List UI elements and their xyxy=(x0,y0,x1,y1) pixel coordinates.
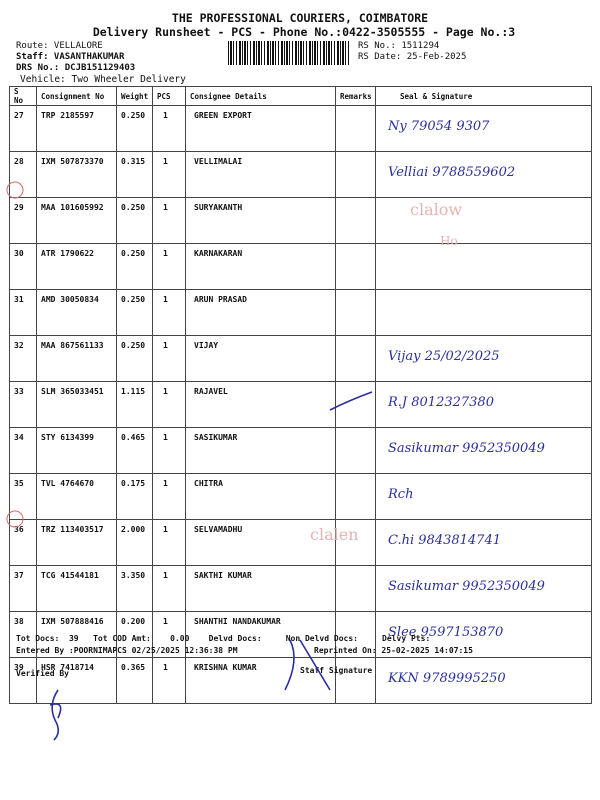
verifier-signature-scribble xyxy=(50,690,61,740)
stamp-mark: clalen xyxy=(310,525,359,544)
weight-cell: 2.000 xyxy=(117,520,153,566)
consignment-number-cell: SLM 365033451 xyxy=(37,382,117,428)
handwritten-signature: Vijay 25/02/2025 xyxy=(388,349,500,364)
serial-number-cell: 38 xyxy=(10,612,37,658)
consignment-number-cell: TVL 4764670 xyxy=(37,474,117,520)
pieces-cell: 1 xyxy=(153,566,186,612)
handwritten-signature: Sasikumar 9952350049 xyxy=(388,441,545,456)
consignment-number-cell: TRZ 113403517 xyxy=(37,520,117,566)
consignee-cell: VELLIMALAI xyxy=(186,152,336,198)
serial-number-cell: 36 xyxy=(10,520,37,566)
handwritten-signature: KKN 9789995250 xyxy=(388,671,506,686)
weight-cell: 0.465 xyxy=(117,428,153,474)
consignee-cell: RAJAVEL xyxy=(186,382,336,428)
consignment-number-cell: MAA 101605992 xyxy=(37,198,117,244)
weight-cell: 0.250 xyxy=(117,244,153,290)
staff-signature-scribble xyxy=(285,640,330,690)
serial-number-cell: 34 xyxy=(10,428,37,474)
consignment-number-cell: AMD 30050834 xyxy=(37,290,117,336)
consignee-cell: SASIKUMAR xyxy=(186,428,336,474)
consignment-number-cell: HSR 7418714 xyxy=(37,658,117,704)
handwritten-signature: C.hi 9843814741 xyxy=(388,533,501,548)
pieces-cell: 1 xyxy=(153,474,186,520)
column-header: Consignment No xyxy=(37,87,117,106)
column-header: Seal & Signature xyxy=(376,87,592,106)
consignment-number-cell: IXM 507888416 xyxy=(37,612,117,658)
reprinted-on: Reprinted On: 25-02-2025 14:07:15 xyxy=(314,646,473,655)
weight-cell: 0.250 xyxy=(117,336,153,382)
vehicle-label: Vehicle: Two Wheeler Delivery xyxy=(20,74,186,85)
verified-by-label: Verified By xyxy=(16,669,69,678)
rs-date: RS Date: 25-Feb-2025 xyxy=(358,52,467,62)
weight-cell: 0.200 xyxy=(117,612,153,658)
consignee-cell: SHANTHI NANDAKUMAR xyxy=(186,612,336,658)
consignee-cell: SELVAMADHU xyxy=(186,520,336,566)
column-header: Weight xyxy=(117,87,153,106)
company-title: THE PROFESSIONAL COURIERS, COIMBATORE xyxy=(171,11,429,25)
stamp-mark: Ho xyxy=(440,234,458,248)
serial-number-cell: 33 xyxy=(10,382,37,428)
column-header: Consignee Details xyxy=(186,87,336,106)
pieces-cell: 1 xyxy=(153,152,186,198)
weight-cell: 0.315 xyxy=(117,152,153,198)
column-header: PCS xyxy=(153,87,186,106)
consignment-number-cell: IXM 507873370 xyxy=(37,152,117,198)
consignment-number-cell: ATR 1790622 xyxy=(37,244,117,290)
weight-cell: 3.350 xyxy=(117,566,153,612)
runsheet-subtitle: Delivery Runsheet - PCS - Phone No.:0422-3505555 - Page No.:3 xyxy=(92,25,516,39)
consignee-cell: VIJAY xyxy=(186,336,336,382)
handwritten-signature: Sasikumar 9952350049 xyxy=(388,579,545,594)
route-label: Route: VELLALORE xyxy=(16,41,103,51)
handwritten-signature: Rch xyxy=(388,487,414,502)
weight-cell: 1.115 xyxy=(117,382,153,428)
weight-cell: 0.175 xyxy=(117,474,153,520)
column-header: Remarks xyxy=(336,87,376,106)
serial-number-cell: 28 xyxy=(10,152,37,198)
weight-cell: 0.365 xyxy=(117,658,153,704)
handwritten-signature: R.J 8012327380 xyxy=(388,395,494,410)
weight-cell: 0.250 xyxy=(117,290,153,336)
consignee-cell: KARNAKARAN xyxy=(186,244,336,290)
staff-label: Staff: VASANTHAKUMAR xyxy=(16,52,125,62)
pieces-cell: 1 xyxy=(153,198,186,244)
pieces-cell: 1 xyxy=(153,658,186,704)
handwritten-signature: Ny 79054 9307 xyxy=(388,119,490,134)
weight-cell: 0.250 xyxy=(117,198,153,244)
serial-number-cell: 32 xyxy=(10,336,37,382)
consignment-number-cell: STY 6134399 xyxy=(37,428,117,474)
handwritten-signature: Slee 9597153870 xyxy=(388,625,504,640)
serial-number-cell: 31 xyxy=(10,290,37,336)
pieces-cell: 1 xyxy=(153,382,186,428)
red-circle-mark xyxy=(7,182,23,198)
pieces-cell: 1 xyxy=(153,336,186,382)
stamp-mark: clalow xyxy=(410,200,463,219)
weight-cell: 0.250 xyxy=(117,106,153,152)
pieces-cell: 1 xyxy=(153,612,186,658)
pen-stroke xyxy=(330,392,372,410)
rs-number: RS No.: 1511294 xyxy=(358,41,440,51)
consignee-cell: CHITRA xyxy=(186,474,336,520)
consignee-cell: SURYAKANTH xyxy=(186,198,336,244)
consignment-number-cell: TCG 41544181 xyxy=(37,566,117,612)
serial-number-cell: 35 xyxy=(10,474,37,520)
pieces-cell: 1 xyxy=(153,106,186,152)
consignee-cell: KRISHNA KUMAR xyxy=(186,658,336,704)
consignee-cell: ARUN PRASAD xyxy=(186,290,336,336)
serial-number-cell: 27 xyxy=(10,106,37,152)
red-circle-mark xyxy=(7,511,23,527)
handwritten-signature: Velliai 9788559602 xyxy=(388,165,516,180)
staff-signature-label: Staff Signature xyxy=(300,666,373,675)
pieces-cell: 1 xyxy=(153,290,186,336)
consignment-number-cell: TRP 2185597 xyxy=(37,106,117,152)
drs-number: DRS No.: DCJB151129403 xyxy=(16,63,136,73)
serial-number-cell: 37 xyxy=(10,566,37,612)
consignee-cell: SAKTHI KUMAR xyxy=(186,566,336,612)
pieces-cell: 1 xyxy=(153,428,186,474)
entered-by: Entered By :POORNIMAPCS 02/25/2025 12:36:38 PM xyxy=(16,646,238,655)
serial-number-cell: 30 xyxy=(10,244,37,290)
serial-number-cell: 39 xyxy=(10,658,37,704)
serial-number-cell: 29 xyxy=(10,198,37,244)
consignment-number-cell: MAA 867561133 xyxy=(37,336,117,382)
column-header: S No xyxy=(10,87,37,106)
consignee-cell: GREEN EXPORT xyxy=(186,106,336,152)
pieces-cell: 1 xyxy=(153,244,186,290)
pieces-cell: 1 xyxy=(153,520,186,566)
totals-line: Tot Docs: 39 Tot COD Amt: 0.00 Delvd Docs: Non Delvd Docs: Delvy Pts: xyxy=(16,634,431,643)
